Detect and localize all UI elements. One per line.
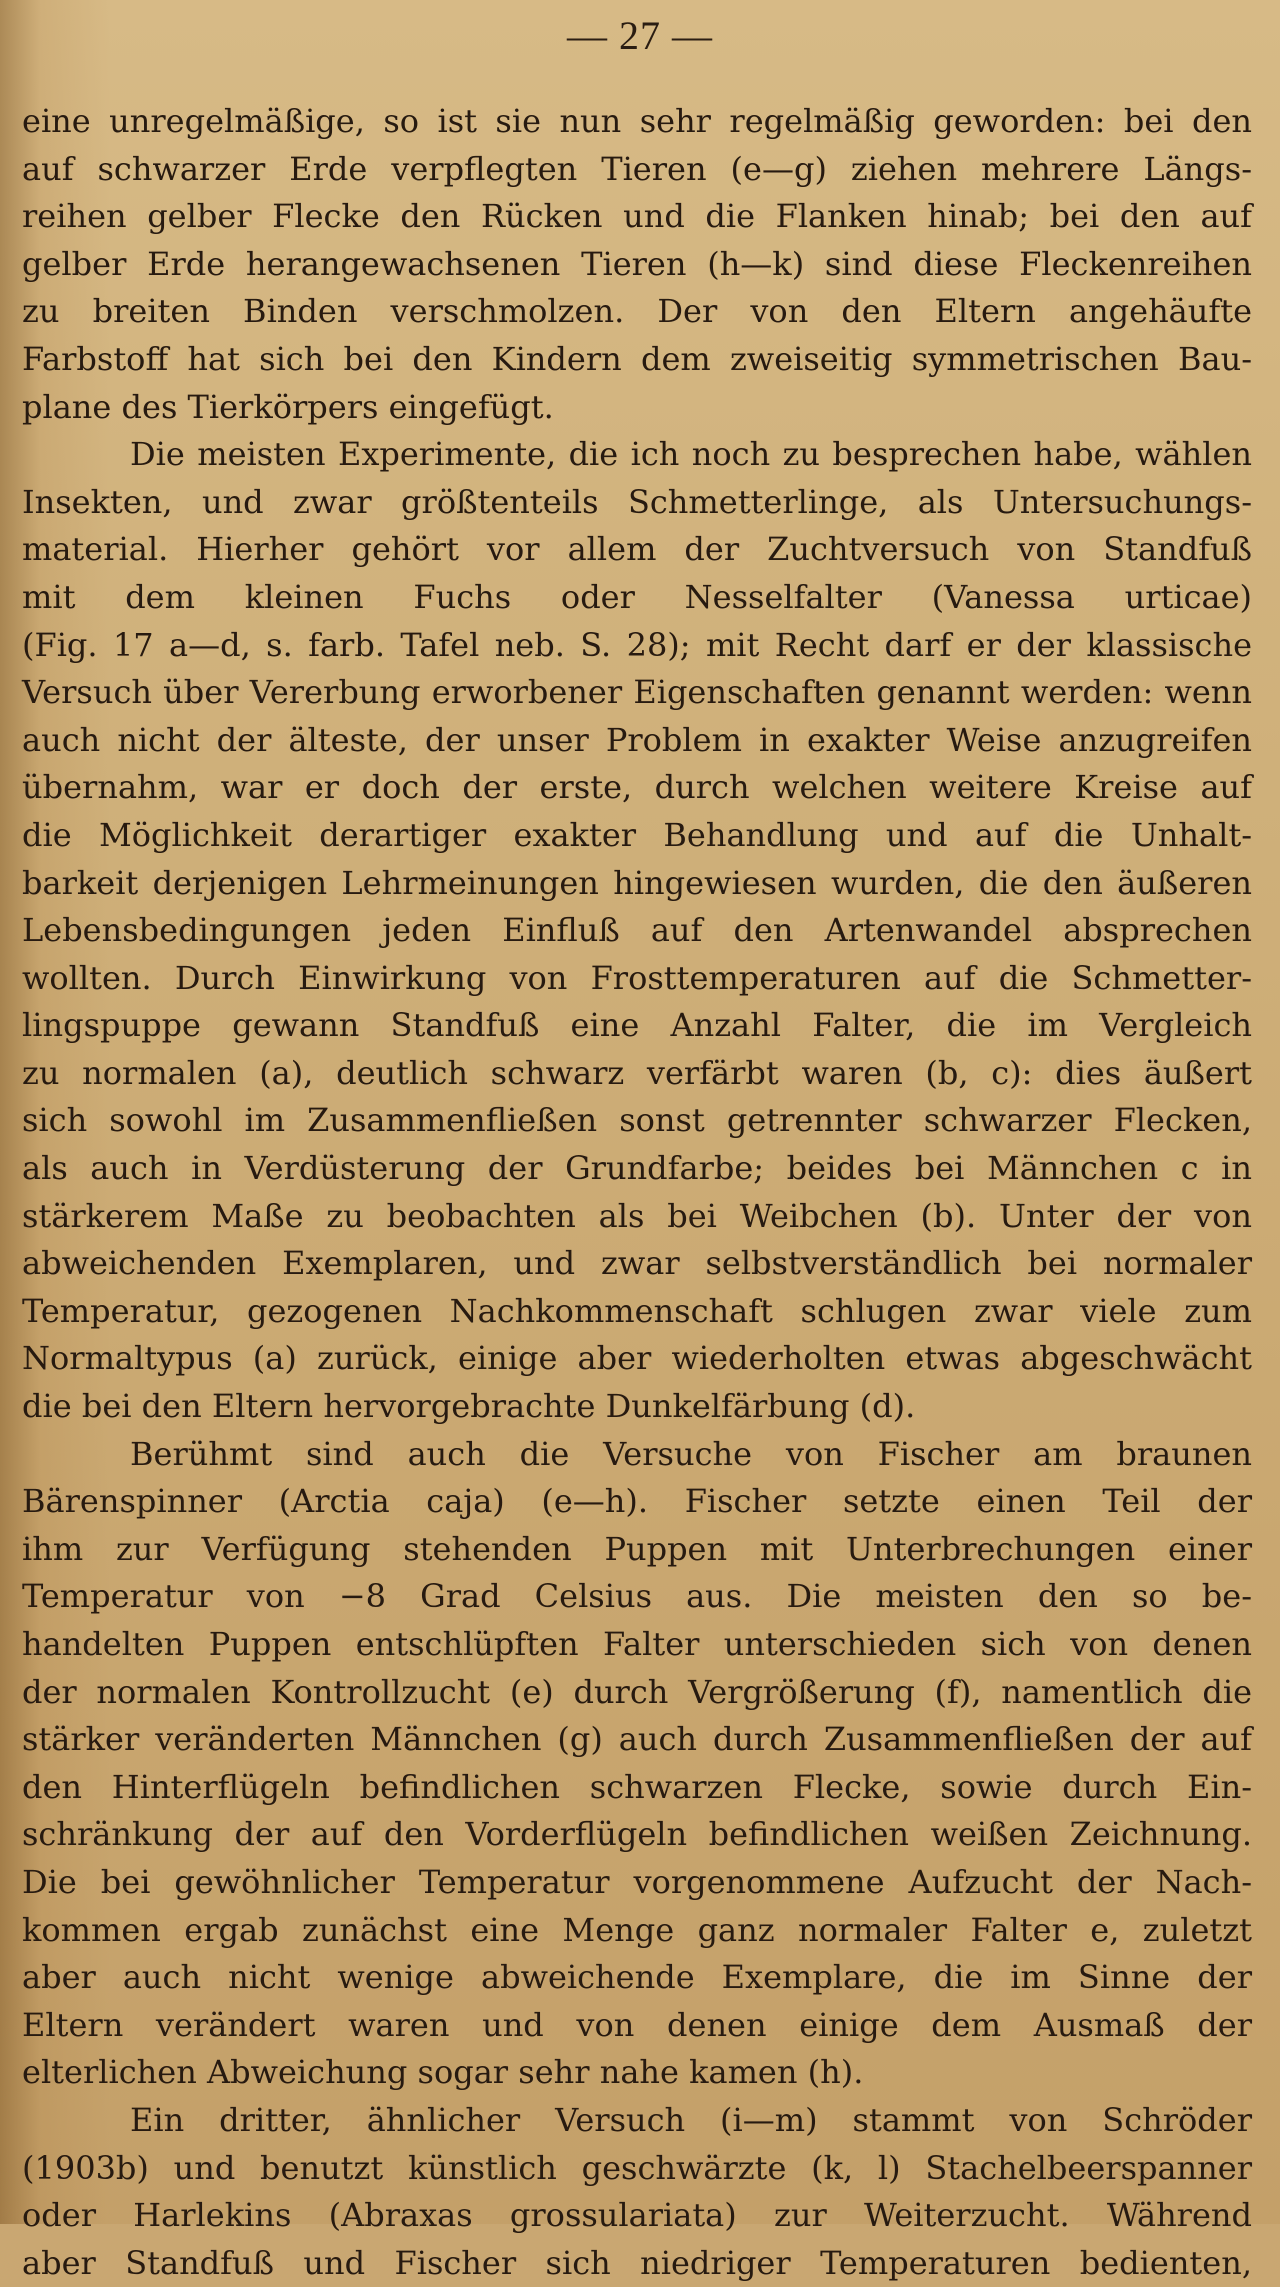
text-line: Temperatur von −8 Grad Celsius aus. Die meisten den so be- [22,1577,1252,1616]
text-line: auf schwarzer Erde verpflegten Tieren (e—g) ziehen mehrere Längs- [22,149,1252,188]
text-line: oder Harlekins (Abraxas grossulariata) zur Weiterzucht. Während [22,2196,1252,2235]
text-line: aber Standfuß und Fischer sich niedriger Temperaturen bedienten, [22,2243,1252,2282]
text-line: den Hinterflügeln befindlichen schwarzen Flecke, sowie durch Ein- [22,1767,1252,1806]
text-line: Normaltypus (a) zurück, einige aber wiederholten etwas abgeschwächt [22,1339,1252,1378]
body-text [22,98,1252,2287]
text-line: aber auch nicht wenige abweichende Exemplare, die im Sinne der [22,1958,1252,1997]
text-line: material. Hierher gehört vor allem der Zuchtversuch von Standfuß [22,530,1252,569]
text-line: Eltern verändert waren und von denen einige dem Ausmaß der [22,2005,1252,2044]
text-line: kommen ergab zunächst eine Menge ganz normaler Falter e, zuletzt [22,1910,1252,1949]
text-line: Temperatur, gezogenen Nachkommenschaft schlugen zwar viele zum [22,1291,1252,1330]
text-line: als auch in Verdüsterung der Grundfarbe; beides bei Männchen c in [22,1149,1252,1188]
text-line: plane des Tierkörpers eingefügt. [22,387,554,426]
text-line: zu normalen (a), deutlich schwarz verfärbt waren (b, c): dies äußert [22,1053,1252,1092]
text-line: schränkung der auf den Vorderflügeln befindlichen weißen Zeichnung. [22,1815,1252,1854]
text-line: barkeit derjenigen Lehrmeinungen hingewiesen wurden, die den äußeren [22,863,1252,902]
text-line: gelber Erde herangewachsenen Tieren (h—k) sind diese Fleckenreihen [22,244,1252,283]
text-line: die Möglichkeit derartiger exakter Behandlung und auf die Unhalt- [22,815,1252,854]
text-line: elterlichen Abweichung sogar sehr nahe kamen (h). [22,2053,864,2092]
text-line: Versuch über Vererbung erworbener Eigenschaften genannt werden: wenn [22,673,1252,712]
text-line: übernahm, war er doch der erste, durch welchen weitere Kreise auf [22,768,1252,807]
text-line: eine unregelmäßige, so ist sie nun sehr regelmäßig geworden: bei den [22,102,1252,140]
text-line: Die bei gewöhnlicher Temperatur vorgenommene Aufzucht der Nach- [22,1862,1252,1901]
text-line: auch nicht der älteste, der unser Problem in exakter Weise anzugreifen [22,720,1252,759]
text-line: Farbstoff hat sich bei den Kindern dem zweiseitig symmetrischen Bau- [22,339,1252,378]
text-line: Die meisten Experimente, die ich noch zu besprechen habe, wählen [130,435,1252,474]
text-line: reihen gelber Flecke den Rücken und die Flanken hinab; bei den auf [22,197,1252,236]
text-line: Insekten, und zwar größtenteils Schmetterlinge, als Untersuchungs- [22,482,1252,521]
text-line: stärkerem Maße zu beobachten als bei Weibchen (b). Unter der von [22,1196,1252,1235]
text-line: stärker veränderten Männchen (g) auch durch Zusammenfließen der auf [22,1720,1252,1759]
text-line: Lebensbedingungen jeden Einfluß auf den Artenwandel absprechen [22,911,1252,950]
text-line: der normalen Kontrollzucht (e) durch Vergrößerung (f), namentlich die [22,1672,1252,1711]
text-line: die bei den Eltern hervorgebrachte Dunkelfärbung (d). [22,1387,916,1426]
text-line: sich sowohl im Zusammenfließen sonst getrennter schwarzer Flecken, [22,1101,1252,1140]
text-line: (Fig. 17 a—d, s. farb. Tafel neb. S. 28); mit Recht darf er der klassische [22,625,1252,664]
text-line: Berühmt sind auch die Versuche von Fischer am braunen [130,1434,1252,1473]
text-line: wollten. Durch Einwirkung von Frosttemperaturen auf die Schmetter- [22,958,1252,997]
page-number: — 27 — [567,13,713,58]
text-line: abweichenden Exemplaren, und zwar selbstverständlich bei normaler [22,1244,1252,1283]
text-line: handelten Puppen entschlüpften Falter unterschieden sich von denen [22,1625,1252,1663]
text-line: mit dem kleinen Fuchs oder Nesselfalter (Vanessa urticae) [22,577,1252,616]
text-line: (1903b) und benutzt künstlich geschwärzte (k, l) Stachelbeerspanner [22,2148,1252,2187]
text-line: Ein dritter, ähnlicher Versuch (i—m) stammt von Schröder [130,2100,1252,2139]
text-line: Bärenspinner (Arctia caja) (e—h). Fischer setzte einen Teil der [22,1482,1252,1521]
text-line: lingspuppe gewann Standfuß eine Anzahl Falter, die im Vergleich [22,1006,1252,1045]
text-line: ihm zur Verfügung stehenden Puppen mit Unterbrechungen einer [22,1529,1252,1568]
text-line: zu breiten Binden verschmolzen. Der von den Eltern angehäufte [22,292,1252,331]
